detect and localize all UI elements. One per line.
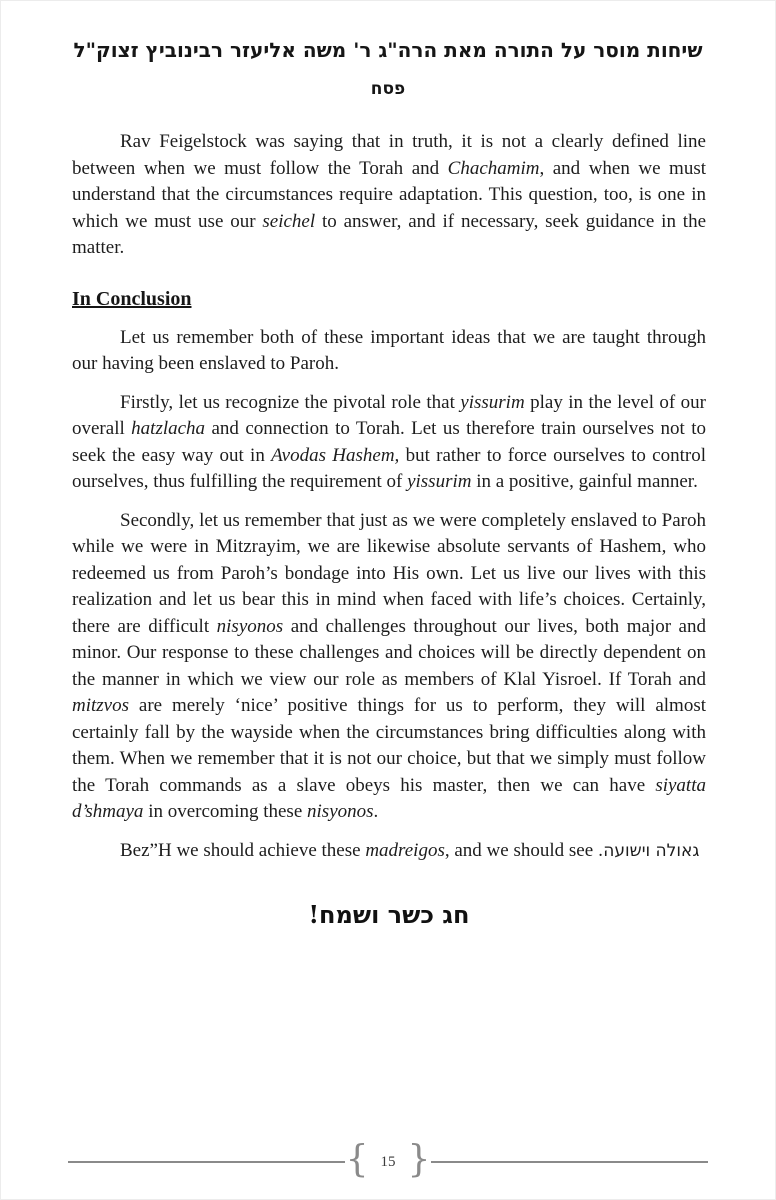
footer-rule-right [431,1161,708,1163]
right-bracket-ornament: } [407,1137,431,1181]
page-body [72,129,706,929]
intro-paragraph: Rav Feigelstock was saying that in truth, it is not a clearly defined line between when we must follow the Torah and Chachamim, and when we must understand that the circumstances require adaptation. This question, too, is one in which we must use our seichel to answer, and if necessary, seek guidance in the matter. [72,131,706,258]
conclusion-paragraph-2: Firstly, let us recognize the pivotal role that yissurim play in the level of our overall hatzlacha and connection to Torah. Let us therefore train ourselves not to seek the easy way out in Avodas Hashem, but rather to force ourselves to control ourselves, thus fulfilling the requirement of yissurim in a positive, gainful manner. [72,391,707,492]
section-heading-in-conclusion: In Conclusion [72,287,192,310]
closing-greeting-chag-kasher-vesameach: חג כשר ושמח! [308,900,470,929]
page-number: 15 [380,1153,396,1170]
conclusion-paragraph-1: Let us remember both of these important ideas that we are taught through our having been enslaved to Paroh. [72,326,706,374]
conclusion-paragraph-3: Secondly, let us remember that just as we were completely enslaved to Paroh while we were in Mitzrayim, we are likewise absolute servants of Hashem, who redeemed us from Paroh’s bondage into His own. Let us live our lives with this realization and let us bear this in mind when faced with life’s choices. Certainly, there are difficult nisyonos and challenges throughout our lives, both major and minor. Our response to these challenges and choices will be directly dependent on the manner in which we view our role as members of Klal Yisroel. If Torah and mitzvos are merely ‘nice’ positive things for us to perform, they will almost certainly fall by the wayside when the circumstances bring difficulties along with them. When we remember that it is not our choice, but that we simply must follow the Torah commands as a slave obeys his master, then we can have siyatta d’shmaya in overcoming these nisyonos. [72,509,706,822]
left-bracket-ornament: { [345,1137,369,1181]
footer-rule-left [68,1161,345,1163]
hebrew-title: שיחות מוסר על התורה מאת הרה"ג ר' משה אליעזר רבינוביץ זצוק"ל [73,38,703,62]
page-header [0,0,776,101]
hebrew-subtitle-pesach: פסח [370,79,406,99]
conclusion-paragraph-4: Bez”H we should achieve these madreigos, and we should see גאולה וישועה. [120,839,700,861]
page-footer [68,1137,708,1184]
